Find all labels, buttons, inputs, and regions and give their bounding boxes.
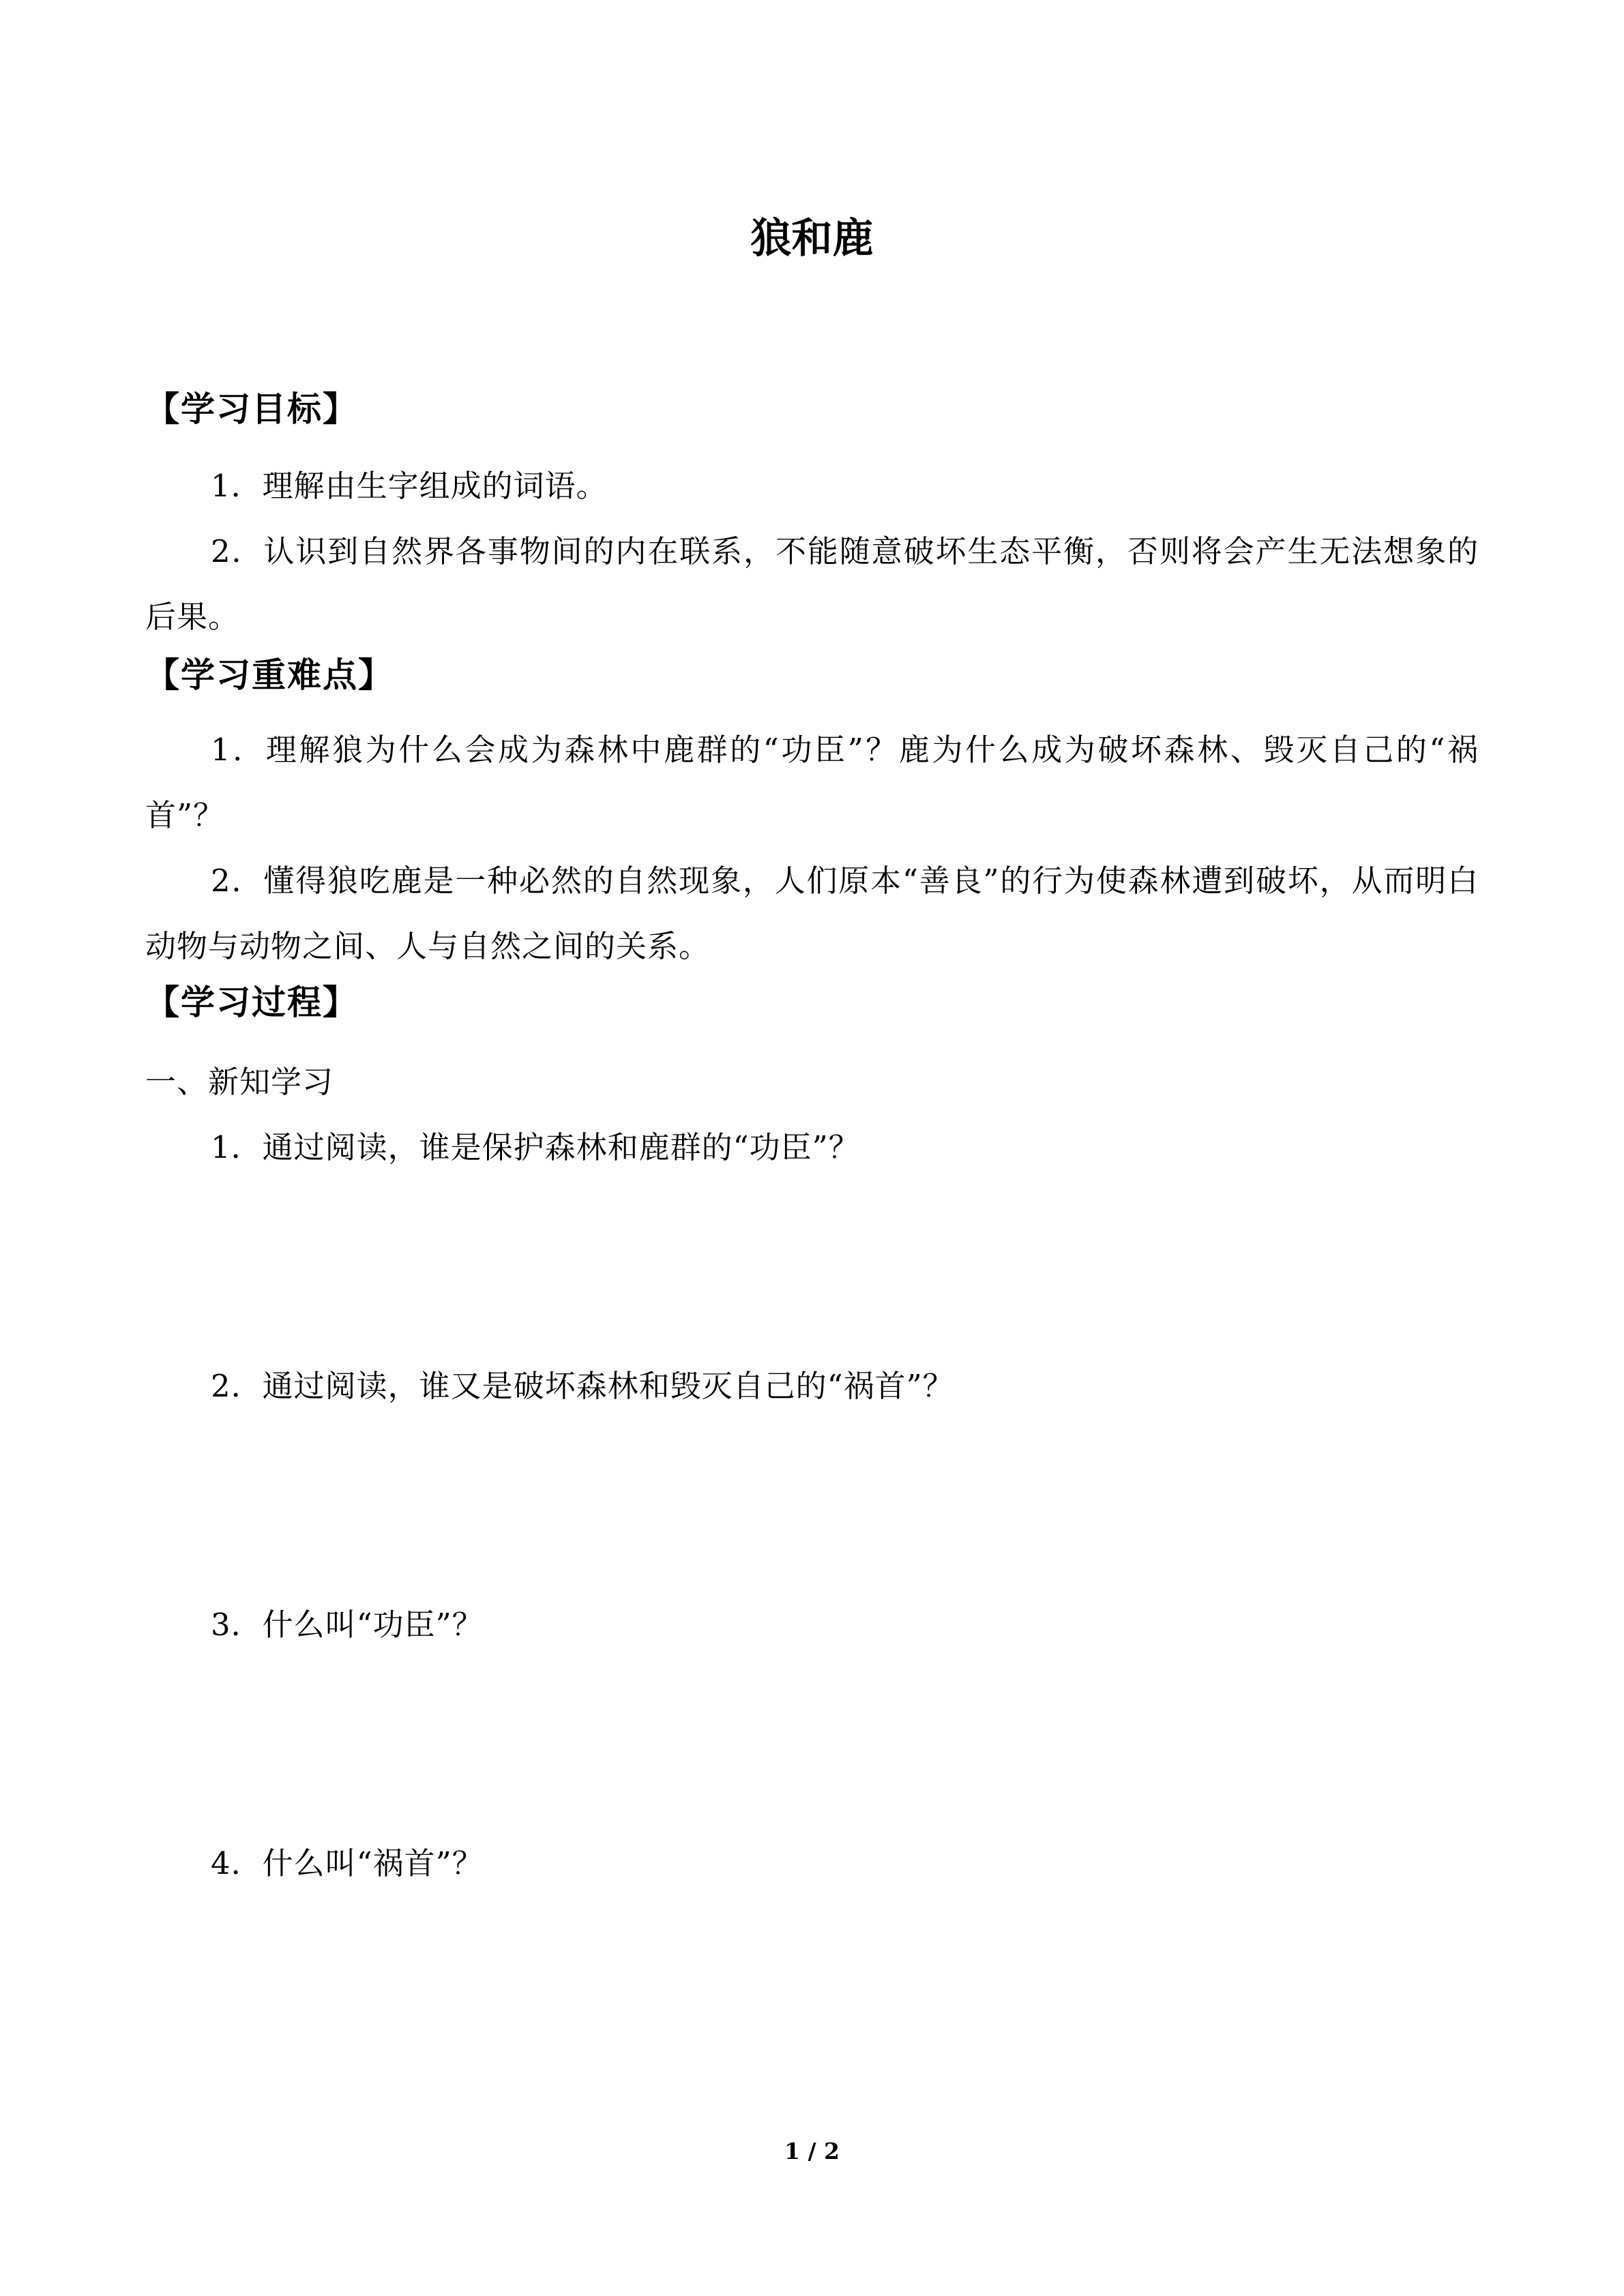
key-point-item-1: 1．理解狼为什么会成为森林中鹿群的“功臣”？鹿为什么成为破坏森林、毁灭自己的“祸首”？ [145,732,1479,833]
question-2: 2．通过阅读，谁又是破坏森林和毁灭自己的“祸首”？ [211,1368,954,1404]
objective-item-2: 2．认识到自然界各事物间的内在联系，不能随意破坏生态平衡，否则将会产生无法想象的后果。 [145,533,1479,635]
question-3: 3．什么叫“功臣”？ [211,1607,484,1643]
section-heading-process: 【学习过程】 [145,983,358,1022]
document-title: 狼和鹿 [750,215,874,263]
objective-item-1: 1．理解由生字组成的词语。 [211,468,608,504]
key-point-item-2: 2．懂得狼吃鹿是一种必然的自然现象，人们原本“善良”的行为使森林遭到破坏，从而明白动物与动物之间、人与自然之间的关系。 [145,863,1479,964]
section-heading-objectives: 【学习目标】 [145,389,358,429]
question-4: 4．什么叫“祸首”？ [211,1845,484,1881]
page-number: 1 / 2 [784,2138,840,2164]
subsection-new-knowledge: 一、新知学习 [145,1064,334,1100]
section-heading-key-points: 【学习重难点】 [145,655,394,695]
question-1: 1．通过阅读，谁是保护森林和鹿群的“功臣”？ [211,1129,860,1165]
